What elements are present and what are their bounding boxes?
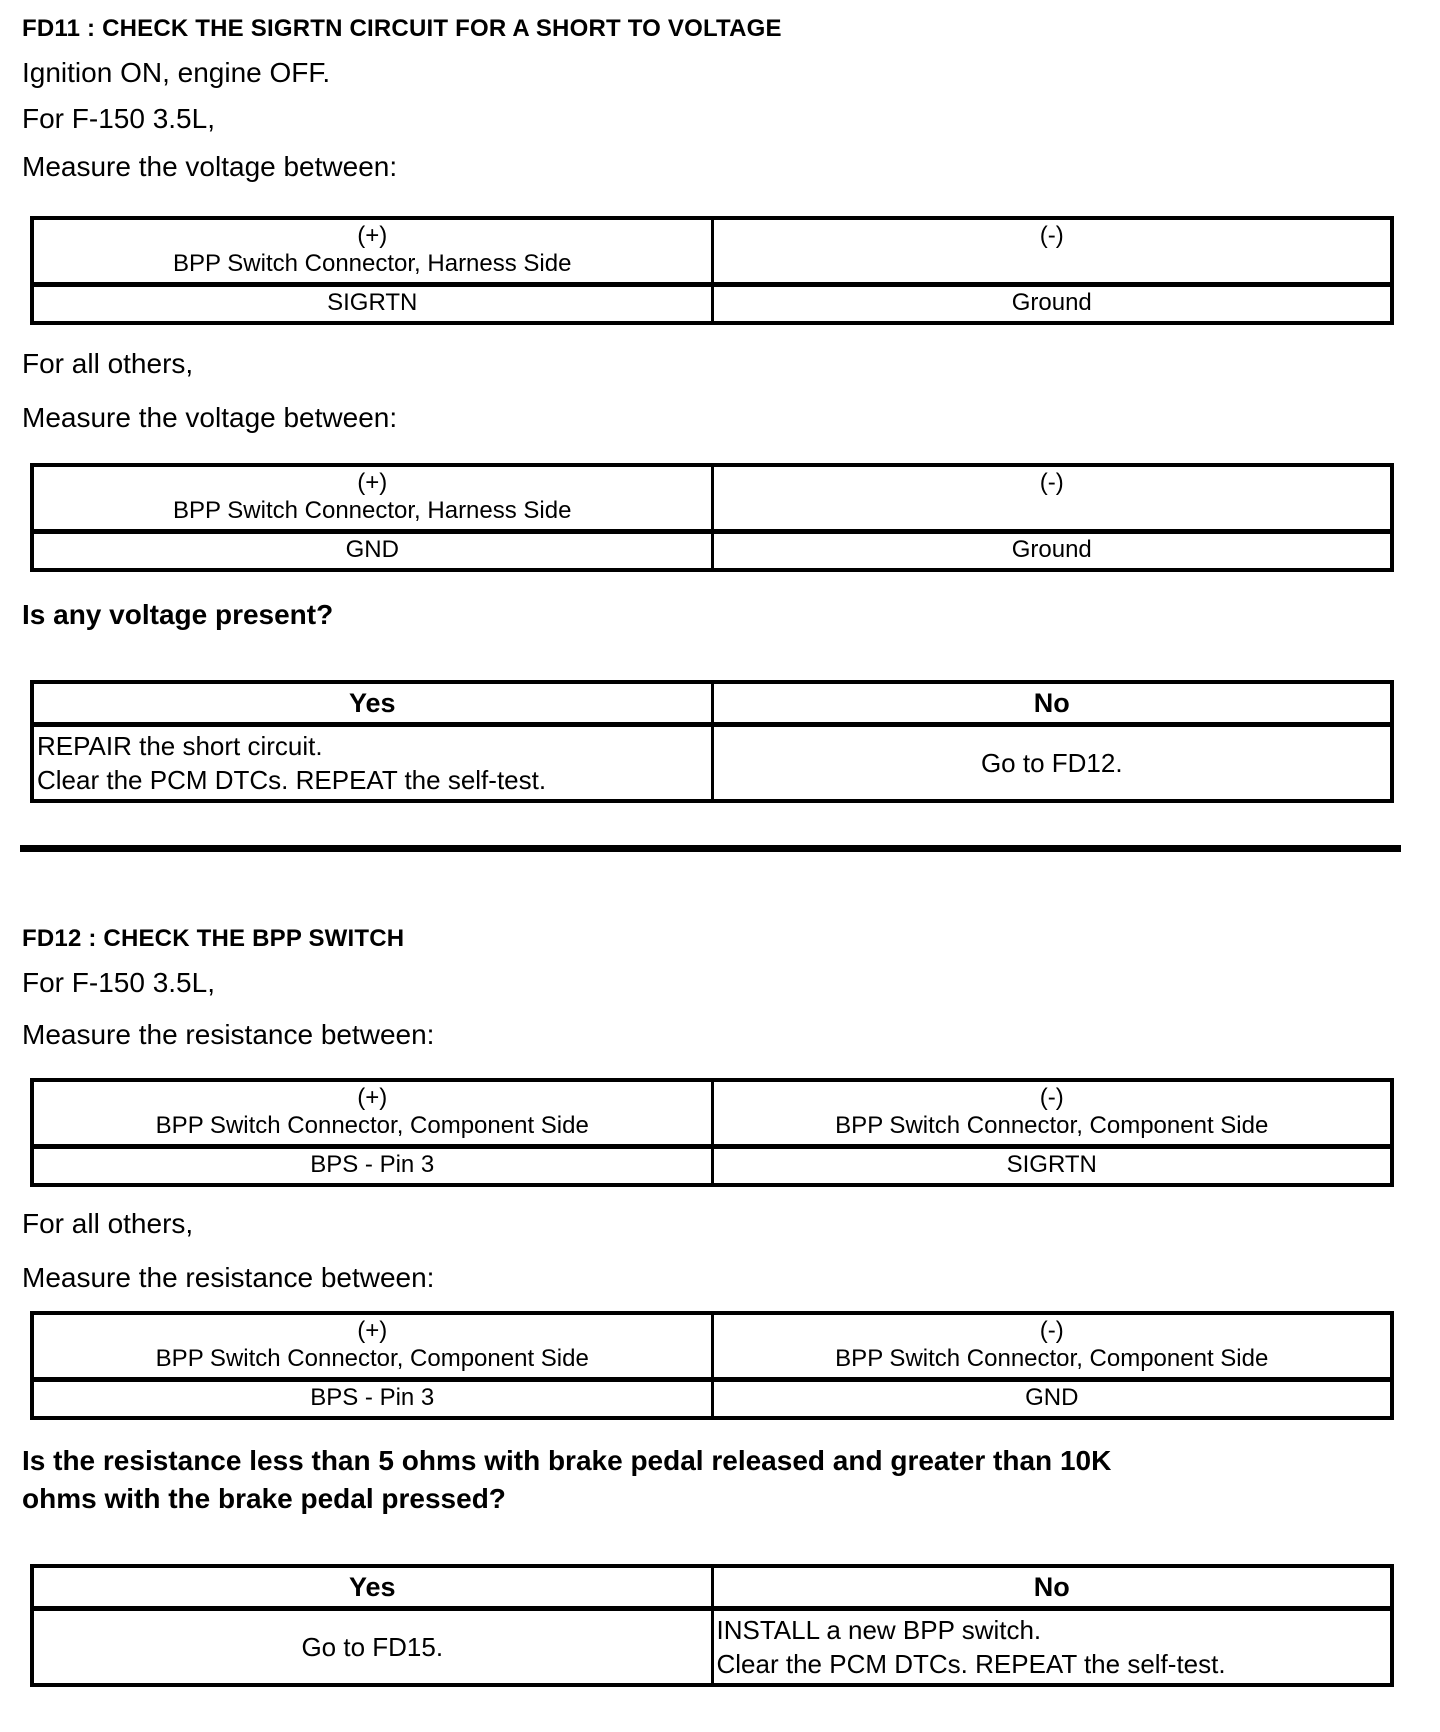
precondition-text: Ignition ON, engine OFF. bbox=[22, 57, 331, 88]
case-label-fd12-2: For all others, bbox=[22, 1208, 194, 1239]
minus-sub-label: BPP Switch Connector, Component Side bbox=[835, 1112, 1269, 1139]
action-line: Clear the PCM DTCs. REPEAT the self-test. bbox=[37, 765, 547, 795]
minus-sign: (-) bbox=[1039, 469, 1064, 496]
plus-value-cell: SIGRTN bbox=[32, 285, 712, 324]
plus-sub-label: BPP Switch Connector, Harness Side bbox=[173, 497, 572, 524]
instruction-text-fd11-1: Measure the voltage between: bbox=[22, 151, 398, 182]
minus-sign: (-) bbox=[1039, 1317, 1064, 1344]
plus-header-cell bbox=[32, 1313, 712, 1380]
minus-value-cell: Ground bbox=[712, 532, 1392, 571]
measurement-table-fd12-1 bbox=[30, 1078, 1394, 1187]
yes-header-cell: Yes bbox=[32, 682, 712, 725]
measurement-header-row bbox=[32, 218, 1392, 285]
instruction-text-fd11-2: Measure the voltage between: bbox=[22, 402, 398, 433]
decision-header-row bbox=[32, 682, 1392, 725]
minus-header-cell bbox=[712, 465, 1392, 532]
plus-sign: (+) bbox=[357, 222, 388, 249]
minus-value-cell: Ground bbox=[712, 285, 1392, 324]
case-label-fd12-1: For F-150 3.5L, bbox=[22, 967, 215, 998]
minus-sub-label: BPP Switch Connector, Component Side bbox=[835, 1345, 1269, 1372]
yes-action-cell bbox=[32, 725, 712, 802]
yes-action-cell bbox=[32, 1609, 712, 1686]
measurement-value-row bbox=[32, 1380, 1392, 1419]
action-line: INSTALL a new BPP switch. bbox=[716, 1615, 1042, 1645]
minus-value-cell: GND bbox=[712, 1380, 1392, 1419]
decision-table-fd11 bbox=[30, 680, 1394, 803]
decision-table-fd12 bbox=[30, 1564, 1394, 1687]
plus-sub-label: BPP Switch Connector, Harness Side bbox=[173, 250, 572, 277]
question-line: ohms with the brake pedal pressed? bbox=[22, 1483, 506, 1514]
no-header-cell: No bbox=[712, 1566, 1392, 1609]
case-label-fd11-2: For all others, bbox=[22, 348, 194, 379]
question-text-fd11: Is any voltage present? bbox=[22, 599, 334, 630]
plus-sub-label: BPP Switch Connector, Component Side bbox=[155, 1112, 589, 1139]
step-heading-fd11: FD11 : CHECK THE SIGRTN CIRCUIT FOR A SHORT TO VOLTAGE bbox=[22, 15, 782, 42]
action-line: Clear the PCM DTCs. REPEAT the self-test. bbox=[716, 1649, 1226, 1679]
section-divider bbox=[20, 845, 1401, 852]
section-fd11 bbox=[22, 14, 1401, 803]
measurement-table-fd11-2 bbox=[30, 463, 1394, 572]
measurement-header-row bbox=[32, 465, 1392, 532]
step-heading-fd12: FD12 : CHECK THE BPP SWITCH bbox=[22, 925, 405, 952]
minus-header-cell bbox=[712, 218, 1392, 285]
plus-header-cell bbox=[32, 465, 712, 532]
minus-sign: (-) bbox=[1039, 1084, 1064, 1111]
measurement-value-row bbox=[32, 285, 1392, 324]
no-action-cell bbox=[712, 1609, 1392, 1686]
minus-header-cell bbox=[712, 1313, 1392, 1380]
minus-header-cell bbox=[712, 1080, 1392, 1147]
instruction-text-fd12-1: Measure the resistance between: bbox=[22, 1019, 435, 1050]
plus-sign: (+) bbox=[357, 469, 388, 496]
decision-header-row bbox=[32, 1566, 1392, 1609]
plus-sign: (+) bbox=[357, 1317, 388, 1344]
yes-header-cell: Yes bbox=[32, 1566, 712, 1609]
question-line: Is the resistance less than 5 ohms with brake pedal released and greater than 10K bbox=[22, 1445, 1112, 1476]
plus-value-cell: BPS - Pin 3 bbox=[32, 1147, 712, 1186]
measurement-table-fd12-2 bbox=[30, 1311, 1394, 1420]
decision-action-row bbox=[32, 1609, 1392, 1686]
action-line: REPAIR the short circuit. bbox=[37, 731, 323, 761]
plus-sign: (+) bbox=[357, 1084, 388, 1111]
plus-header-cell bbox=[32, 218, 712, 285]
measurement-value-row bbox=[32, 1147, 1392, 1186]
plus-header-cell bbox=[32, 1080, 712, 1147]
section-fd12 bbox=[22, 924, 1401, 1687]
instruction-text-fd12-2: Measure the resistance between: bbox=[22, 1262, 435, 1293]
measurement-table-fd11-1 bbox=[30, 216, 1394, 325]
plus-value-cell: GND bbox=[32, 532, 712, 571]
action-line: Go to FD15. bbox=[301, 1632, 444, 1662]
minus-sign: (-) bbox=[1039, 222, 1064, 249]
no-action-cell bbox=[712, 725, 1392, 802]
measurement-header-row bbox=[32, 1080, 1392, 1147]
case-label-fd11-1: For F-150 3.5L, bbox=[22, 103, 215, 134]
action-line: Go to FD12. bbox=[980, 748, 1123, 778]
decision-action-row bbox=[32, 725, 1392, 802]
plus-sub-label: BPP Switch Connector, Component Side bbox=[155, 1345, 589, 1372]
plus-value-cell: BPS - Pin 3 bbox=[32, 1380, 712, 1419]
minus-value-cell: SIGRTN bbox=[712, 1147, 1392, 1186]
question-text-fd12 bbox=[22, 1442, 1401, 1518]
no-header-cell: No bbox=[712, 682, 1392, 725]
measurement-header-row bbox=[32, 1313, 1392, 1380]
measurement-value-row bbox=[32, 532, 1392, 571]
